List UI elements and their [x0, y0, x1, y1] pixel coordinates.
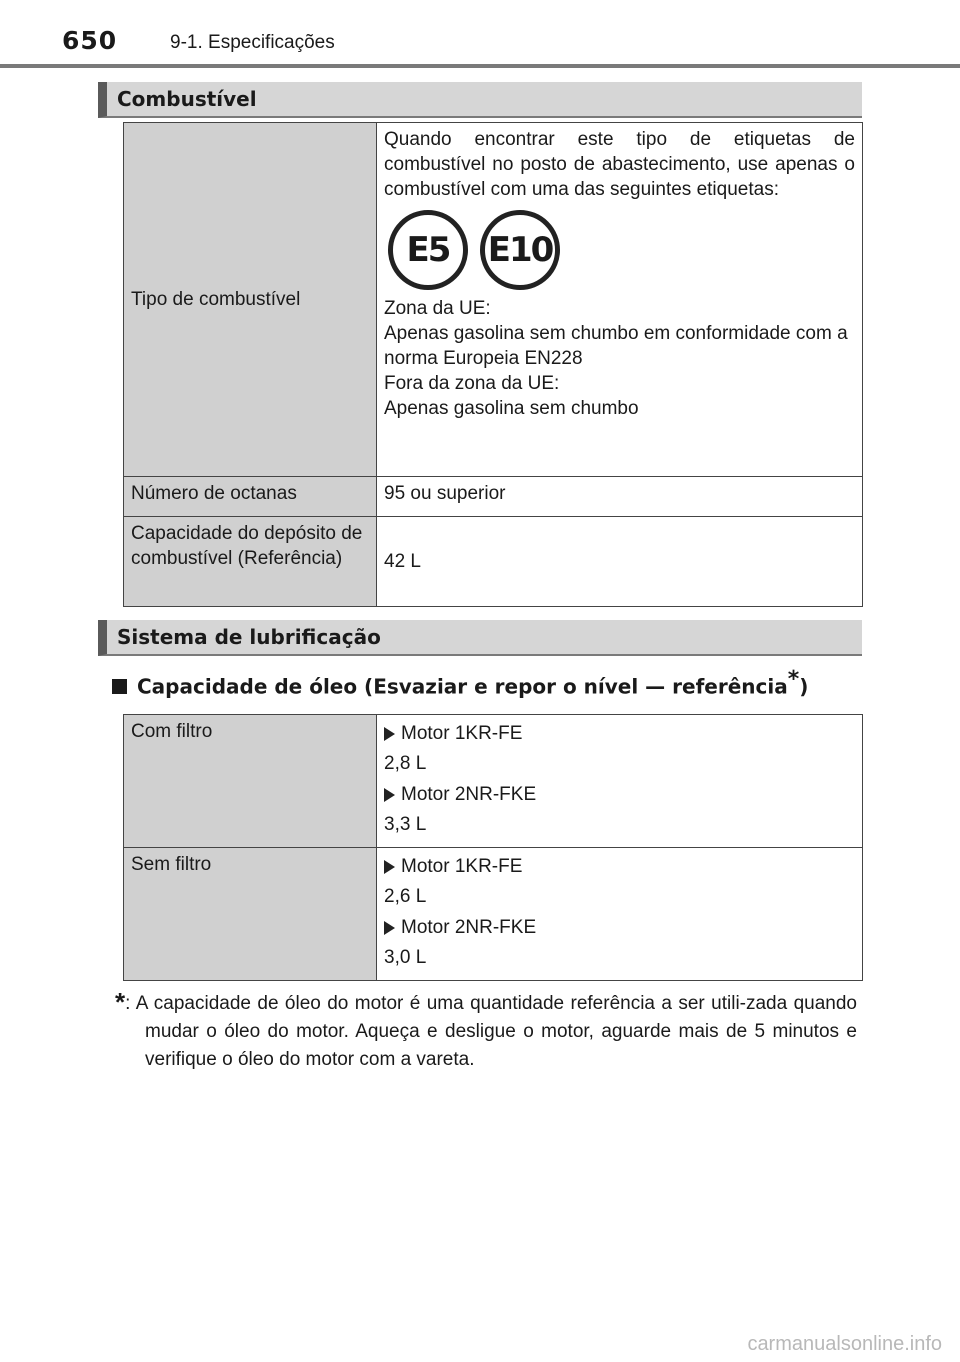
engine-item — [384, 782, 855, 807]
octane-label: Número de octanas — [124, 477, 377, 517]
oil-volume: 2,8 L — [384, 753, 427, 774]
octane-value: 95 ou superior — [377, 477, 863, 517]
fuel-type-intro: Quando encontrar este tipo de etiquetas de combustível no posto de abastecimento, use apenas o combustível com uma das seguintes etiquetas: — [384, 129, 855, 200]
oil-capacity-subheading-text: Capacidade de óleo (Esvaziar e repor o nível — referência — [137, 674, 788, 699]
engine-item — [384, 854, 855, 879]
lubrication-section-heading — [98, 620, 862, 656]
fuel-section-heading — [98, 82, 862, 118]
fuel-type-label: Tipo de combustível — [124, 123, 377, 477]
chapter-title: 9-1. Especificações — [170, 32, 335, 53]
with-filter-values — [377, 715, 863, 848]
oil-volume: 3,0 L — [384, 947, 427, 968]
table-row — [124, 123, 863, 477]
engine-name: Motor 2NR-FKE — [401, 917, 537, 938]
table-row — [124, 477, 863, 517]
oil-capacity-table — [123, 714, 863, 981]
page-header — [62, 26, 960, 66]
engine-name: Motor 1KR-FE — [401, 856, 523, 877]
without-filter-values — [377, 848, 863, 981]
footnote-text: : A capacidade de óleo do motor é uma quantidade referência a ser utili-zada quando mudar o óleo do motor. Aqueça e desligue o motor, aguarde mais de 5 minutos e verifique o óleo do motor com a vareta. — [125, 993, 857, 1070]
engine-name: Motor 2NR-FKE — [401, 784, 537, 805]
subheading-close: ) — [799, 674, 809, 699]
tank-capacity-label: Capacidade do depósito de combustível (Referência) — [124, 517, 377, 607]
e10-label-icon: E10 — [480, 210, 560, 290]
reference-asterisk: * — [787, 667, 800, 692]
fuel-zone-line: Fora da zona da UE: — [384, 373, 560, 394]
with-filter-label: Com filtro — [124, 715, 377, 848]
triangle-bullet-icon — [384, 788, 395, 802]
triangle-bullet-icon — [384, 921, 395, 935]
tank-capacity-value: 42 L — [377, 517, 863, 607]
fuel-zone-line: Zona da UE: — [384, 298, 491, 319]
fuel-labels — [388, 210, 855, 290]
triangle-bullet-icon — [384, 860, 395, 874]
square-bullet-icon — [112, 679, 127, 694]
footnote-asterisk: * — [115, 987, 126, 1017]
watermark: carmanualsonline.info — [747, 1333, 942, 1355]
oil-capacity-subheading — [112, 667, 808, 699]
fuel-zone-line: Apenas gasolina sem chumbo — [384, 398, 639, 419]
engine-item — [384, 915, 855, 940]
oil-volume: 2,6 L — [384, 886, 427, 907]
fuel-zone-line: Apenas gasolina sem chumbo em conformidade com a norma Europeia EN228 — [384, 323, 848, 369]
without-filter-label: Sem filtro — [124, 848, 377, 981]
engine-name: Motor 1KR-FE — [401, 723, 523, 744]
page-number: 650 — [62, 26, 118, 55]
e5-label-icon: E5 — [388, 210, 468, 290]
table-row — [124, 715, 863, 848]
lubrication-section-title: Sistema de lubrificação — [117, 625, 381, 649]
fuel-section-title: Combustível — [117, 87, 257, 111]
triangle-bullet-icon — [384, 727, 395, 741]
table-row — [124, 517, 863, 607]
oil-volume: 3,3 L — [384, 814, 427, 835]
table-row — [124, 848, 863, 981]
header-rule — [0, 64, 960, 68]
fuel-spec-table — [123, 122, 863, 607]
footnote — [115, 988, 857, 1074]
engine-item — [384, 721, 855, 746]
fuel-type-value — [377, 123, 863, 477]
